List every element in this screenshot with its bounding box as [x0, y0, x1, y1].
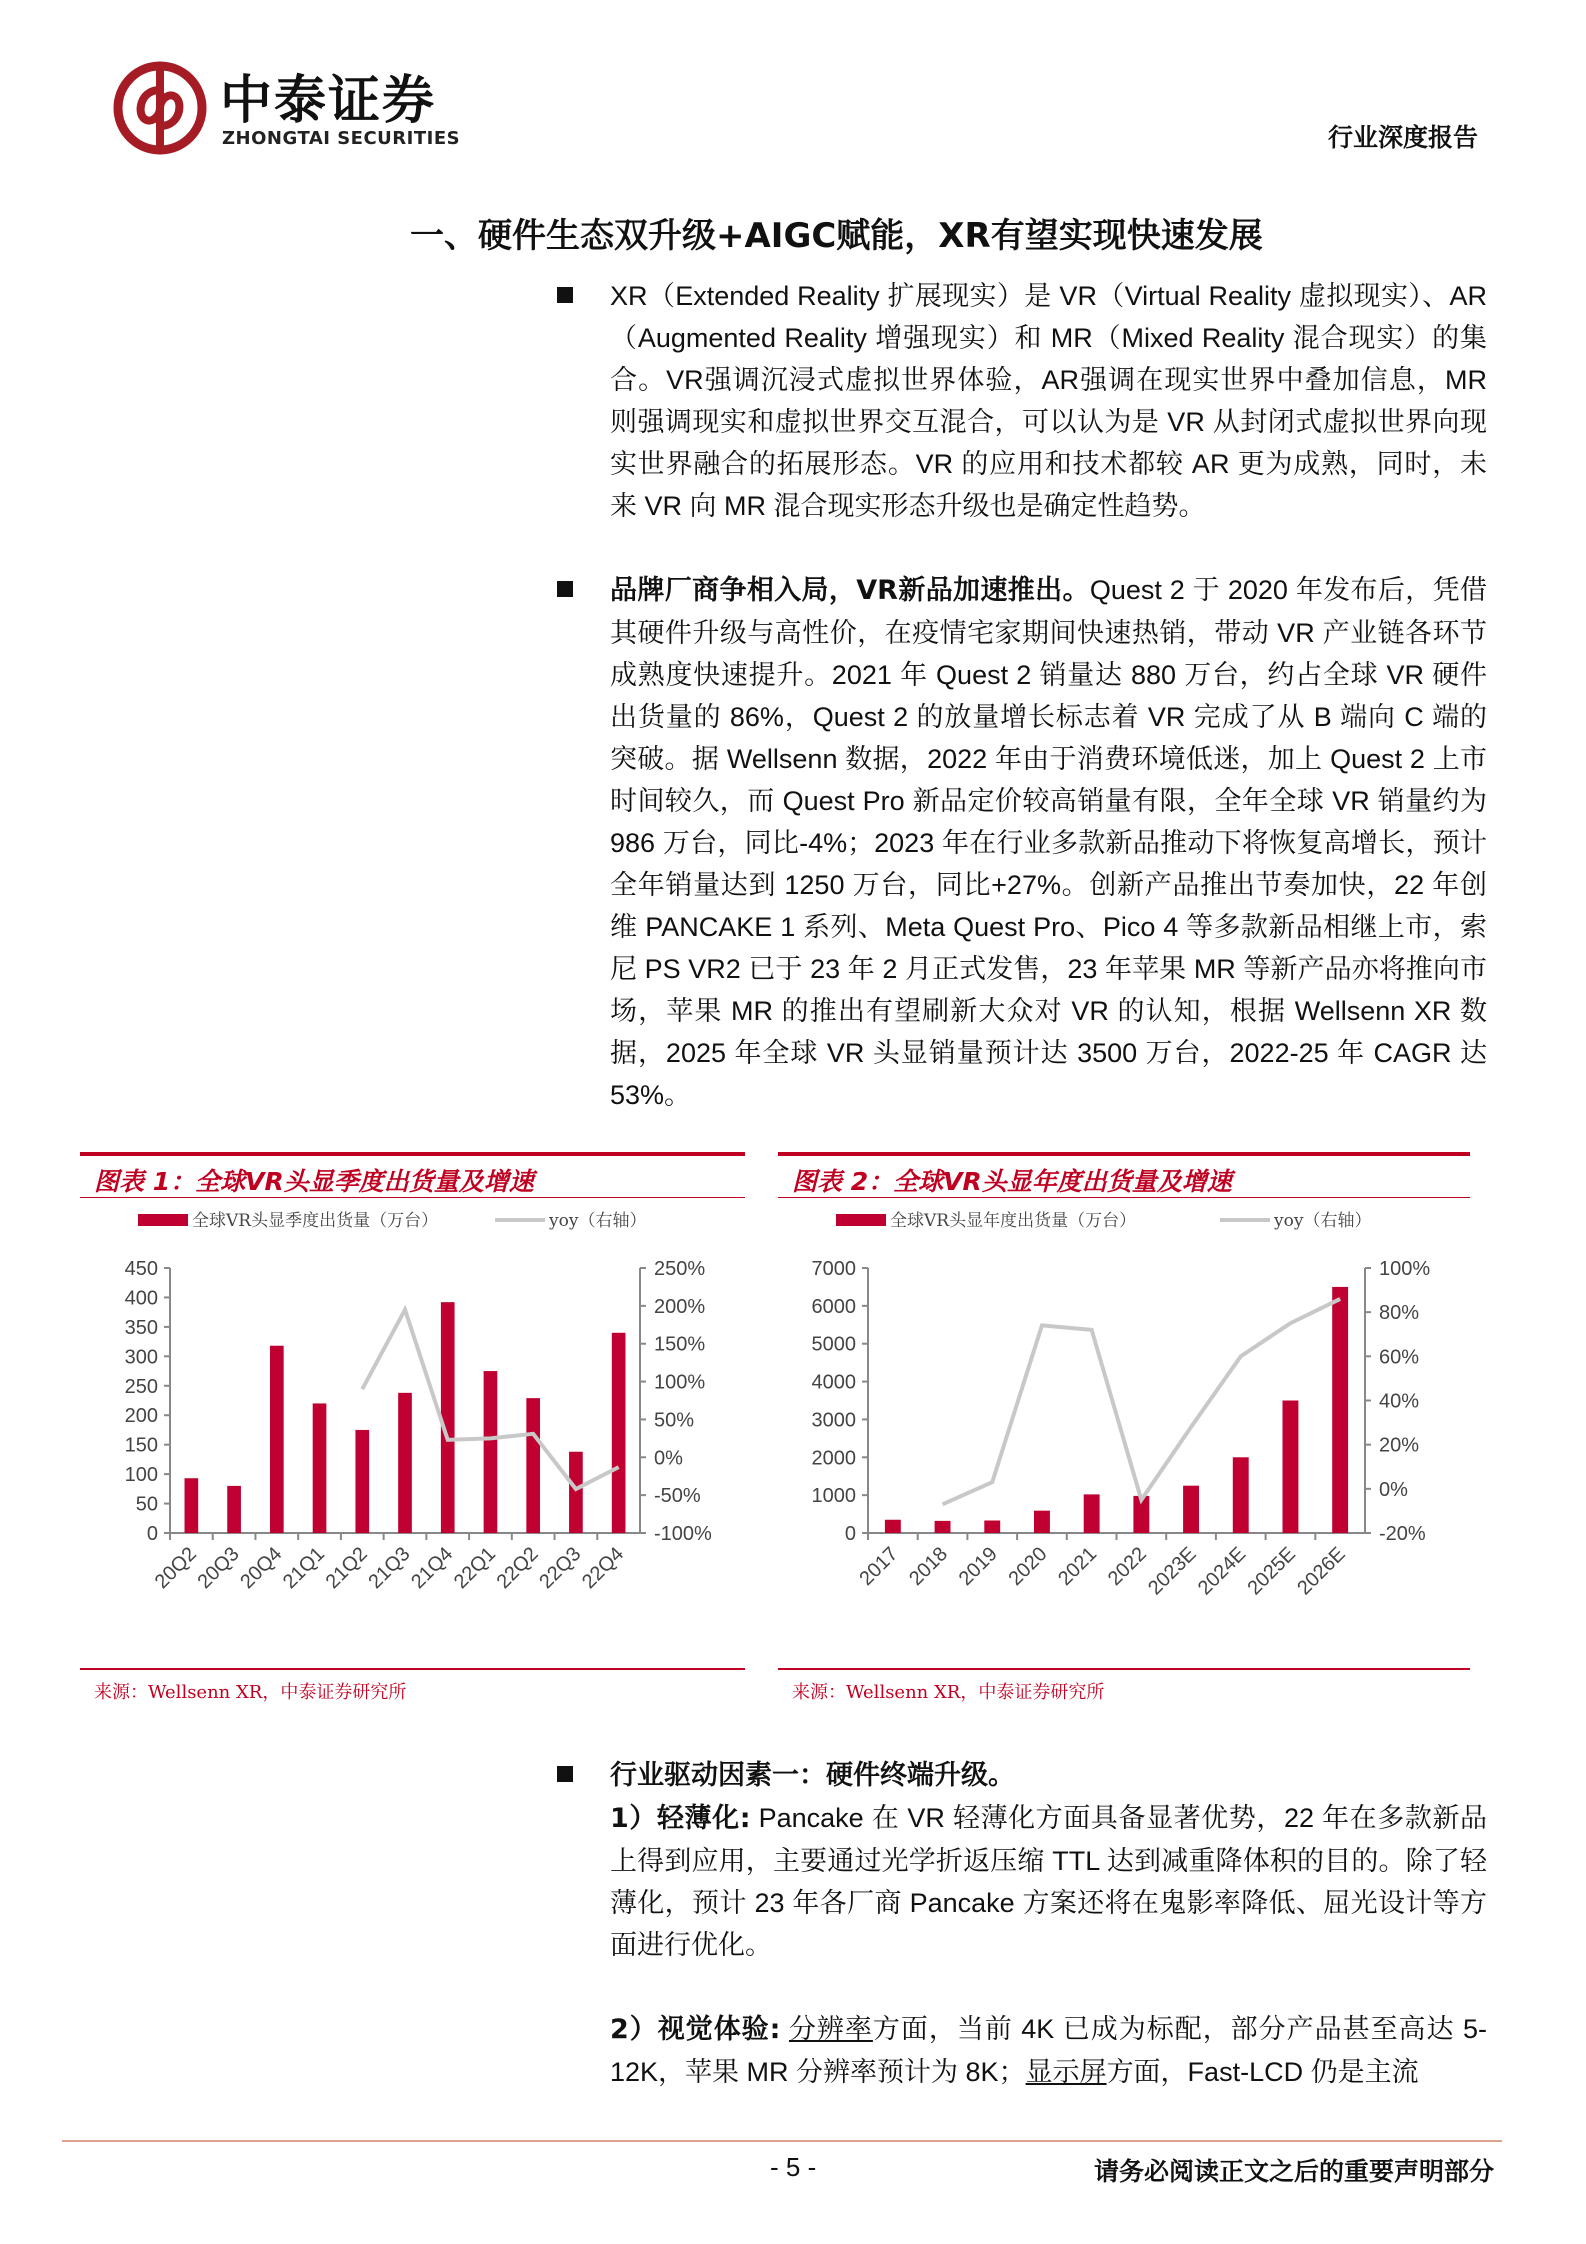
section-title: 一、硬件生态双升级+AIGC赋能，XR有望实现快速发展 — [410, 216, 1263, 256]
y-tick-label: 4000 — [811, 1371, 856, 1394]
y-tick-label: 0 — [844, 1523, 856, 1545]
paragraph-lead: 行业驱动因素一：硬件终端升级。 — [610, 1760, 1015, 1791]
y-tick-label: 50 — [135, 1493, 158, 1516]
disclaimer: 请务必阅读正文之后的重要声明部分 — [1093, 2157, 1494, 2186]
y2-tick-label: 40% — [1379, 1390, 1420, 1413]
x-tick-label: 2023E — [1144, 1542, 1201, 1600]
paragraph-text: Quest 2 于 2020 年发布后，凭借其硬件升级与高性价，在疫情宅家期间快速热销，带动 VR 产业链各环节成熟度快速提升。2021 年 Quest 2 销量达 880 万台，约占全球 VR 硬件出货量的 86%，Quest 2 的放量增长标志着 VR 完成了从 B 端向 C 端的突破。据 Wellsenn 数据，2022 年由于消费环境低迷，加上 Quest 2 上市时间较久，而 Quest Pro 新品定价较高销量有限，全年全球 VR 销量约为 986 万台，同比-4%；2023 年在行业多款新品推动下将恢复高增长，预计全年销量达到 1250 万台，同比+27%。创新产品推出节奏加快，22 年创维 PANCAKE 1 系列、Meta Quest Pro、Pico 4 等多款新品相继上市，索尼 PS VR2 已于 23 年 2 月正式发售，23 年苹果 MR 等新产品亦将推向市场，苹果 MR 的推出有望刷新大众对 VR 的认知，根据 Wellsenn XR 数据，2025 年全球 VR 头显销量预计达 3500 万台，2022-25 年 CAGR 达 53%。 — [610, 575, 1487, 1110]
y-tick-label: 7000 — [811, 1258, 856, 1280]
bar — [1282, 1401, 1298, 1534]
chart-title: 图表 1：全球VR头显季度出货量及增速 — [80, 1152, 745, 1198]
legend-label: yoy（右轴） — [549, 1211, 647, 1231]
bar — [185, 1478, 199, 1533]
paragraph-brands — [557, 569, 1487, 1116]
y2-tick-label: -50% — [654, 1485, 701, 1508]
chart-plot — [80, 1198, 745, 1668]
chart-annual-shipments — [778, 1152, 1470, 1703]
bar — [935, 1521, 951, 1533]
y2-tick-label: 100% — [654, 1371, 706, 1394]
bar — [1332, 1287, 1348, 1533]
paragraph-text: 方面，Fast-LCD 仍是主流 — [1106, 2057, 1419, 2087]
x-tick-label: 20Q4 — [236, 1542, 287, 1594]
page-number: - 5 - — [770, 2152, 817, 2182]
bar — [526, 1398, 540, 1533]
logo-text-cn: 中泰证券 — [220, 71, 437, 131]
x-tick-label: 20Q3 — [193, 1542, 244, 1594]
x-tick-label: 2025E — [1243, 1542, 1300, 1600]
bar — [313, 1403, 327, 1533]
x-tick-label: 2024E — [1193, 1542, 1251, 1600]
y-tick-label: 450 — [124, 1258, 158, 1280]
y-tick-label: 200 — [124, 1405, 158, 1428]
chart-source: 来源：Wellsenn XR，中泰证券研究所 — [80, 1668, 745, 1704]
y-tick-label: 5000 — [811, 1333, 856, 1356]
sub-lead-lightweight: 1）轻薄化: — [610, 1803, 751, 1834]
footer-divider — [62, 2140, 1502, 2142]
x-tick-label: 22Q2 — [492, 1542, 543, 1594]
bar — [227, 1486, 241, 1533]
bar — [1233, 1457, 1249, 1533]
legend-label: 全球VR头显年度出货量（万台） — [890, 1211, 1137, 1231]
logo-text-en: ZHONGTAI SECURITIES — [222, 128, 461, 149]
y-tick-label: 1000 — [811, 1485, 856, 1508]
bullet-icon — [557, 287, 573, 303]
x-tick-label: 2019 — [954, 1542, 1002, 1591]
x-tick-label: 2026E — [1293, 1542, 1350, 1600]
paragraph-drivers — [557, 1754, 1487, 2093]
bar — [270, 1346, 284, 1533]
sub-lead-visual: 2）视觉体验: — [610, 2014, 781, 2045]
x-tick-label: 21Q1 — [278, 1542, 330, 1594]
bar — [355, 1430, 369, 1533]
legend-bar-swatch — [836, 1214, 886, 1226]
x-tick-label: 22Q1 — [449, 1542, 500, 1594]
y2-tick-label: -20% — [1379, 1523, 1426, 1545]
x-tick-label: 2020 — [1004, 1542, 1052, 1591]
x-tick-label: 22Q4 — [578, 1542, 629, 1594]
bar — [612, 1333, 626, 1533]
y2-tick-label: 60% — [1379, 1346, 1420, 1369]
x-tick-label: 2022 — [1103, 1542, 1151, 1591]
x-tick-label: 21Q4 — [407, 1542, 458, 1594]
bullet-icon — [557, 1766, 573, 1782]
y-tick-label: 300 — [124, 1346, 158, 1369]
legend-label: 全球VR头显季度出货量（万台） — [192, 1211, 439, 1231]
bar — [441, 1302, 455, 1533]
y-tick-label: 3000 — [811, 1409, 856, 1432]
y-tick-label: 0 — [146, 1523, 158, 1545]
chart-source: 来源：Wellsenn XR，中泰证券研究所 — [778, 1668, 1470, 1704]
report-type: 行业深度报告 — [1327, 123, 1478, 152]
bar — [569, 1452, 583, 1533]
x-tick-label: 21Q2 — [321, 1542, 372, 1594]
x-tick-label: 2021 — [1054, 1542, 1102, 1591]
logo-mark-icon — [112, 60, 208, 156]
paragraph-lead: 品牌厂商争相入局，VR新品加速推出。 — [610, 575, 1090, 606]
legend-bar-swatch — [138, 1214, 188, 1226]
y2-tick-label: 20% — [1379, 1434, 1420, 1457]
chart-plot — [778, 1198, 1470, 1668]
x-tick-label: 2018 — [905, 1542, 953, 1591]
bar — [1183, 1486, 1199, 1533]
paragraph-text: Pancake 在 VR 轻薄化方面具备显著优势，22 年在多款新品上得到应用，主要通过光学折返压缩 TTL 达到减重降体积的目的。除了轻薄化，预计 23 年各厂商 Pancake 方案还将在鬼影率降低、屈光设计等方面进行优化。 — [610, 1803, 1487, 1960]
y2-tick-label: 100% — [1379, 1258, 1431, 1280]
yoy-line — [943, 1299, 1341, 1504]
x-tick-label: 21Q3 — [364, 1542, 415, 1594]
bar — [1034, 1511, 1050, 1533]
bar — [984, 1521, 1000, 1533]
bar — [1084, 1494, 1100, 1533]
y2-tick-label: 200% — [654, 1295, 706, 1318]
y2-tick-label: 250% — [654, 1258, 706, 1280]
bar — [398, 1393, 412, 1533]
y-tick-label: 6000 — [811, 1295, 856, 1318]
x-tick-label: 20Q2 — [150, 1542, 201, 1594]
chart-title: 图表 2：全球VR头显年度出货量及增速 — [778, 1152, 1470, 1198]
y-tick-label: 350 — [124, 1316, 158, 1339]
company-logo — [112, 60, 482, 160]
paragraph-text: 方面，当前 4K 已成为标配，部分产品甚至高达 5-12K，苹果 MR 分辨率预计为 8K； — [610, 2014, 1487, 2087]
y-tick-label: 100 — [124, 1464, 158, 1487]
paragraph-text: XR（Extended Reality 扩展现实）是 VR（Virtual Reality 虚拟现实）、AR（Augmented Reality 增强现实）和 MR（Mixed Reality 混合现实）的集合。VR强调沉浸式虚拟世界体验，AR强调在现实世界中叠加信息，MR 则强调现实和虚拟世界交互混合，可以认为是 VR 从封闭式虚拟世界向现实世界融合的拓展形态。VR 的应用和技术都较 AR 更为成熟，同时，未来 VR 向 MR 混合现实形态升级也是确定性趋势。 — [610, 281, 1487, 521]
y2-tick-label: -100% — [654, 1523, 712, 1545]
chart-quarterly-shipments — [80, 1152, 745, 1703]
underlined-term: 显示屏 — [1025, 2057, 1107, 2087]
y2-tick-label: 80% — [1379, 1302, 1420, 1325]
y-tick-label: 150 — [124, 1434, 158, 1457]
bar — [484, 1371, 498, 1533]
y2-tick-label: 0% — [1379, 1478, 1408, 1501]
y2-tick-label: 150% — [654, 1333, 706, 1356]
x-tick-label: 2017 — [855, 1542, 903, 1591]
y-tick-label: 250 — [124, 1375, 158, 1398]
bullet-icon — [557, 581, 573, 597]
paragraph-xr-definition — [557, 275, 1487, 527]
x-tick-label: 22Q3 — [535, 1542, 586, 1594]
y-tick-label: 400 — [124, 1287, 158, 1310]
bar — [885, 1520, 901, 1533]
y-tick-label: 2000 — [811, 1447, 856, 1470]
y2-tick-label: 50% — [654, 1409, 695, 1432]
underlined-term: 分辨率 — [788, 2014, 873, 2044]
y2-tick-label: 0% — [654, 1447, 683, 1470]
legend-label: yoy（右轴） — [1274, 1211, 1372, 1231]
